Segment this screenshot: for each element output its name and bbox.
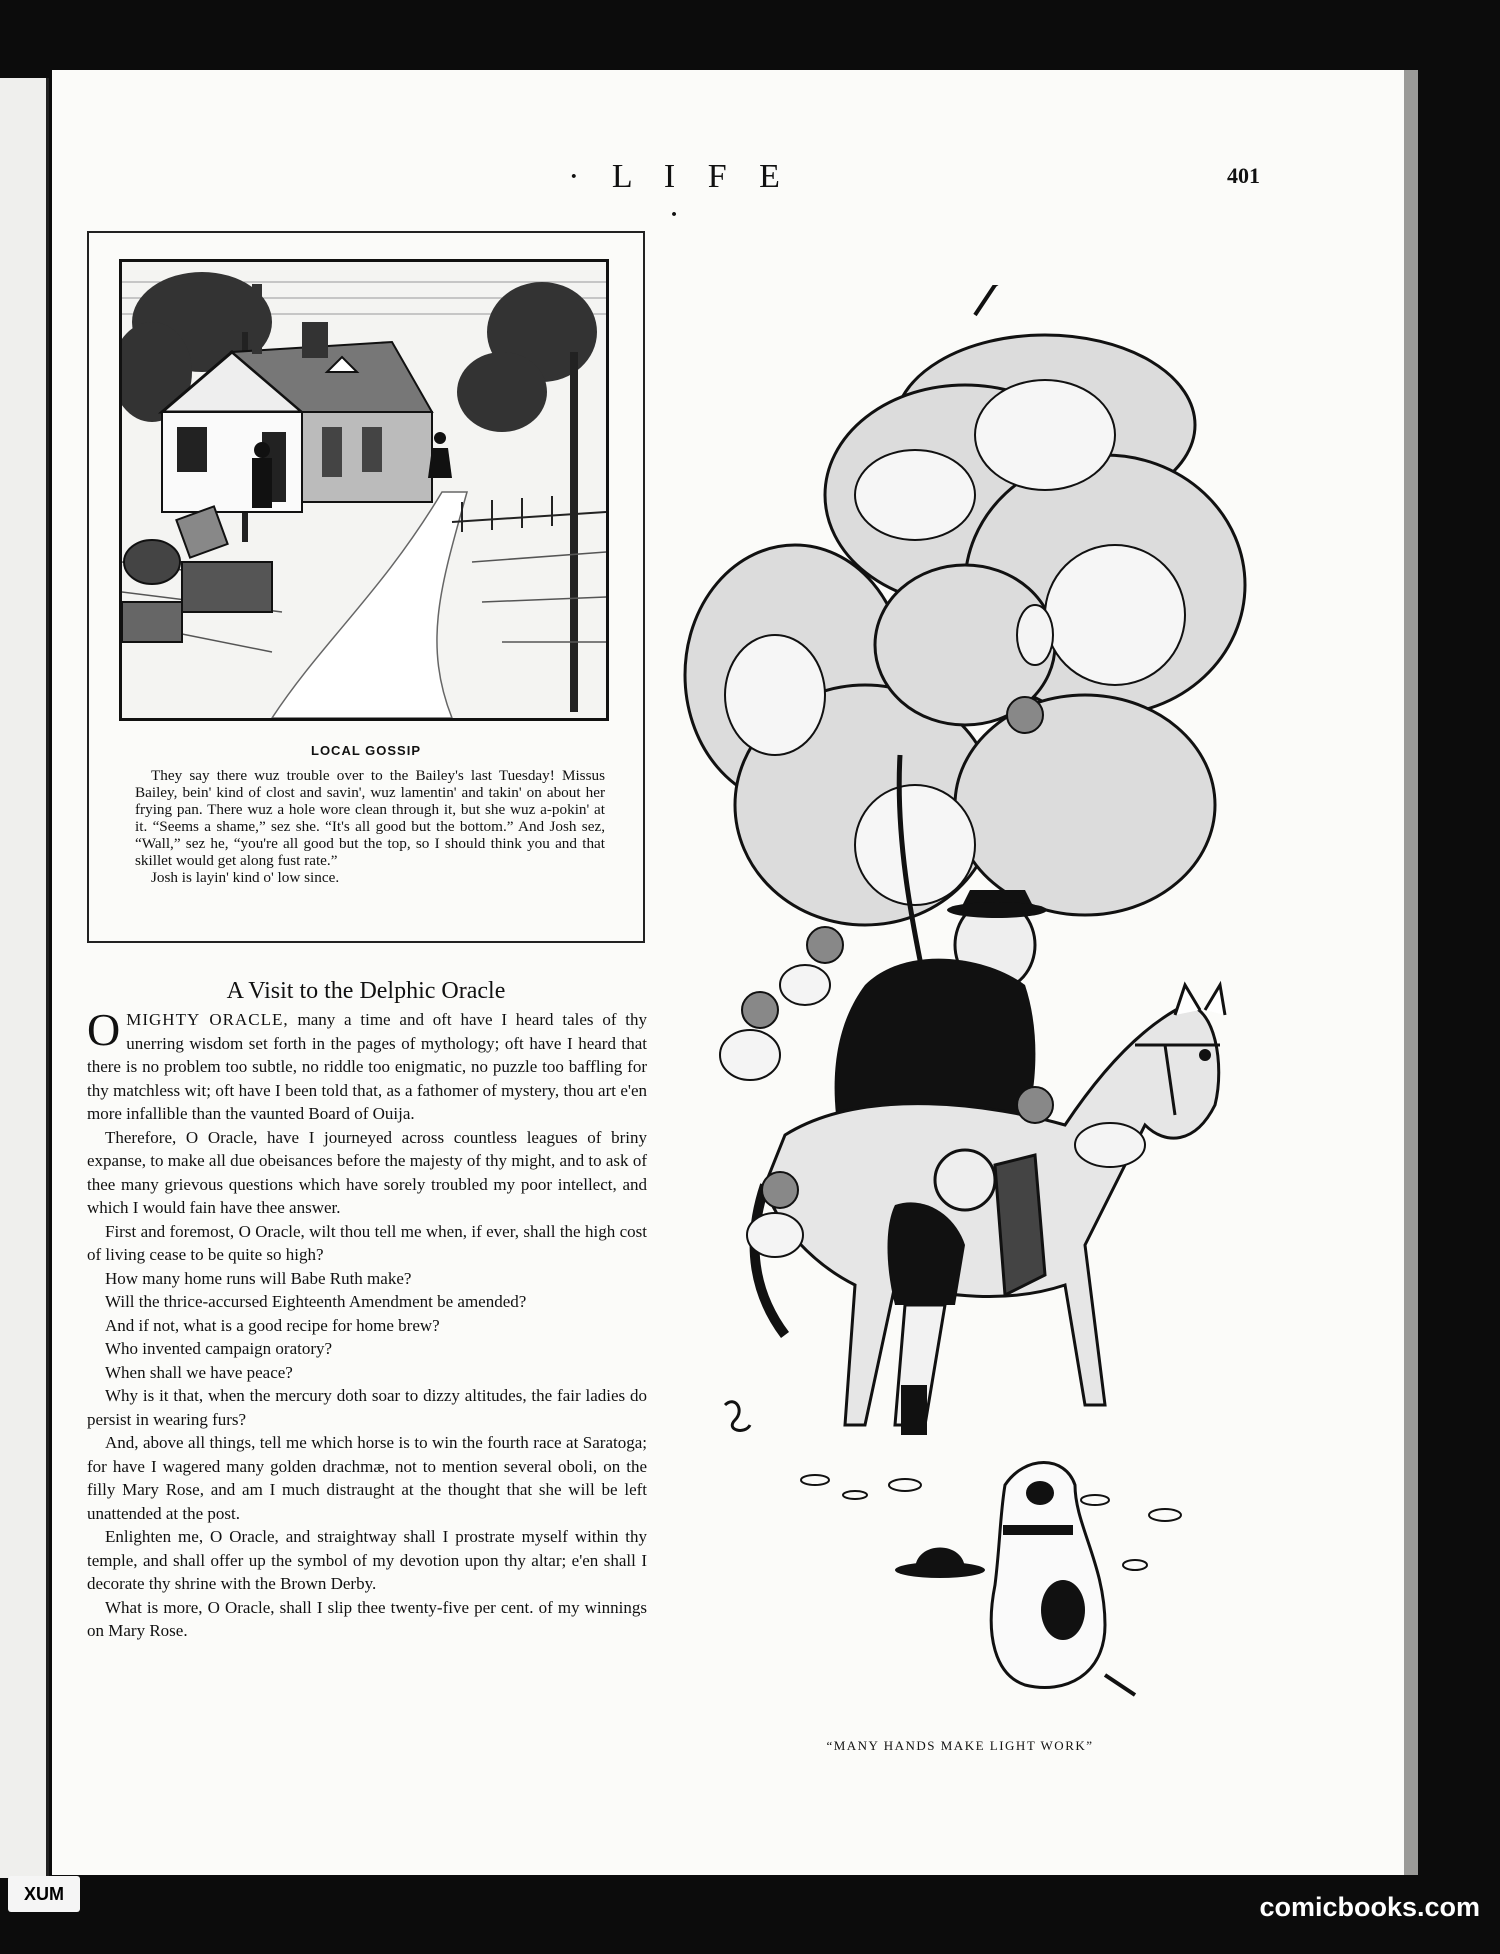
article-paragraph-11: Enlighten me, O Oracle, and straightway shall I prostrate myself within thy temple, and shall offer up the symbol of my devotion upon thy altar; e'en shall I decorate thy shrine with the Brown Derby. [87,1527,647,1593]
masthead: · L I F E · [568,158,792,233]
gossip-closing: Josh is layin' kind o' low since. [151,869,340,886]
gossip-text [135,767,605,886]
article-paragraph-2: Therefore, O Oracle, have I journeyed across countless leagues of briny expanse, to make all due obeisances before the majesty of thy might, and to ask of thee many grievous questions which have sorely troubled my poor intellect, and which I would fain have thee answer. [87,1127,647,1217]
gossip-title: LOCAL GOSSIP [311,743,421,758]
cottage-illustration [119,259,609,721]
article-paragraph-7: Who invented campaign oratory? [105,1339,333,1358]
opening-words: MIGHTY ORACLE, [126,1010,289,1029]
article-paragraph-9: Why is it that, when the mercury doth soar to dizzy altitudes, the fair ladies do persist in wearing furs? [87,1386,647,1429]
gossip-paragraph: They say there wuz trouble over to the Bailey's last Tuesday! Missus Bailey, bein' kind of clost and savin', wuz lamentin' and takin' on about her frying pan. There wuz a hole wore clean through it, but she wuz a-pokin' at it. “Seems a shame,” sez she. “It's all good but the bottom.” And Josh sez, “Wall,” sez he, “you're all good but the top, so I should think you and that skillet would get along fust rate.” [135,767,605,869]
article-paragraph-5: Will the thrice-accursed Eighteenth Amendment be amended? [105,1292,527,1311]
article-paragraph-4: How many home runs will Babe Ruth make? [105,1268,412,1288]
drop-cap: O [87,1004,121,1055]
local-gossip-panel [87,231,645,943]
article-paragraph-1 [87,1004,648,1126]
article-paragraph-8: When shall we have peace? [105,1362,293,1382]
cartoon-caption: “MANY HANDS MAKE LIGHT WORK” [826,1738,1094,1753]
page-number: 401 [1227,163,1260,188]
article-paragraph-3: First and foremost, O Oracle, wilt thou tell me when, if ever, shall the high cost of living cease to be quite so high? [87,1221,647,1264]
watermark: comicbooks.com [1259,1892,1480,1922]
scan-stamp: XUM [8,1876,80,1912]
facing-page-edge [0,78,49,1878]
article-paragraph-10: And, above all things, tell me which horse is to win the fourth race at Saratoga; for have I wagered many golden drachmæ, not to mention several oboli, on the filly Mary Rose, and am I much distraught at the thought that she will be left unattended at the post. [87,1433,647,1523]
article-body [87,1004,648,1643]
article-paragraph-6: And if not, what is a good recipe for home brew? [105,1315,440,1335]
article-title: A Visit to the Delphic Oracle [226,978,506,1004]
article-paragraph-12: What is more, O Oracle, shall I slip thee twenty-five per cent. of my winnings on Mary Rose. [87,1597,647,1640]
horse-cartoon-illustration [665,285,1265,1730]
page-edge-shadow [1404,70,1418,1875]
paragraph-text: many a time and oft have I heard tales of thy unerring wisdom set forth in the pages of mythology; oft have I heard that there is no problem too subtle, no riddle too enigmatic, no puzzle too baffling for thy matchless wit; oft have I been told that, as a fathomer of mystery, thou art e'en more infallible than the vaunted Board of Ouija. [87,1010,648,1123]
